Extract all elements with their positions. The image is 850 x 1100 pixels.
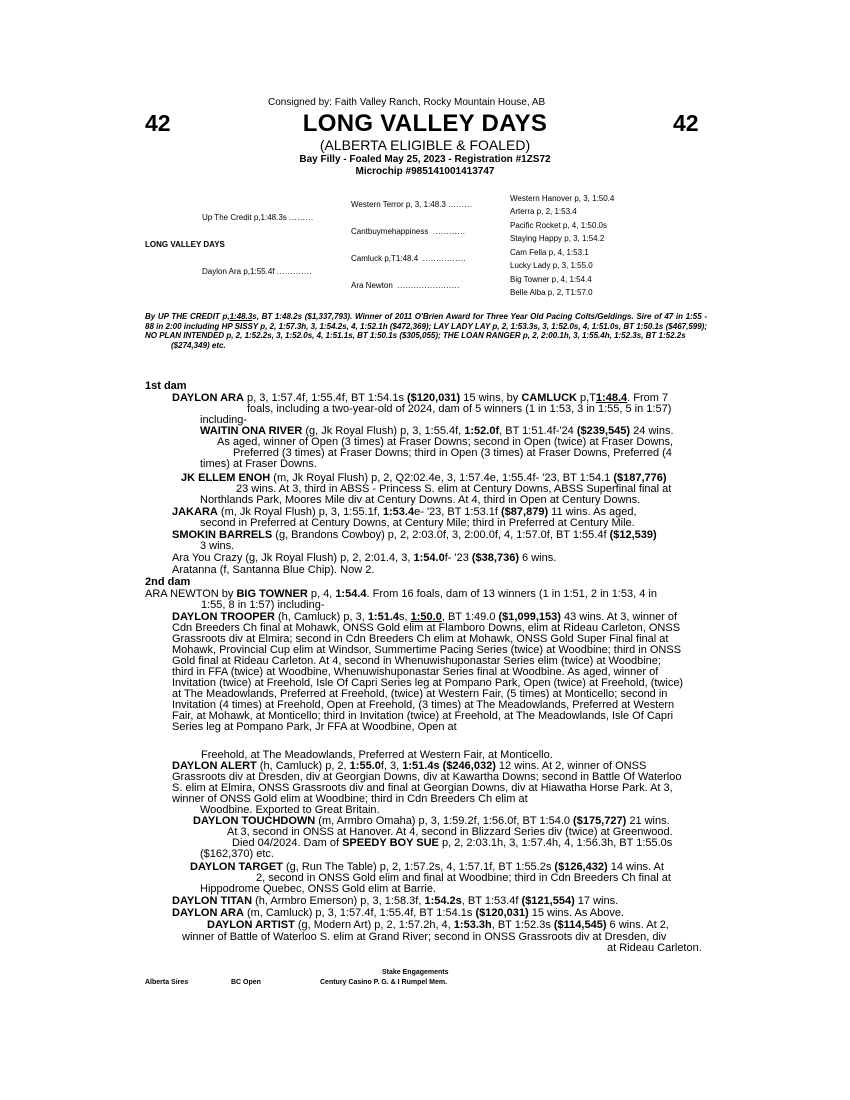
text-line: 3 wins. bbox=[200, 540, 235, 552]
consignor-line: Consigned by: Faith Valley Ranch, Rocky Mountain House, AB bbox=[268, 97, 546, 108]
text-line: Cdn Breeders Ch final at Mohawk, ONSS Gold elim at Flamboro Downs, elim at Rideau Carleton, ONSS bbox=[172, 622, 681, 634]
text-line: Invitation (4 times) at Freehold, Open at Freehold, (3 times) at The Meadowlands, Preferred at Western bbox=[172, 699, 675, 711]
pedigree-subject: LONG VALLEY DAYS bbox=[145, 240, 225, 249]
produce-line: Aratanna (f, Santanna Blue Chip). Now 2. bbox=[172, 564, 375, 576]
text-line: Invitation (twice) at Freehold, Isle Of Capri Series leg at Pompano Park, Open (twice) at Freehold, (twice) bbox=[172, 677, 684, 689]
second-dam-line: ARA NEWTON by BIG TOWNER p, 4, 1:54.4. From 16 foals, dam of 13 winners (1 in 1:51, 2 in 1:53, 4 in bbox=[145, 588, 657, 600]
hip-number-right: 42 bbox=[673, 110, 699, 136]
text-line: Northlands Park, Moores Mile div at Century Downs. At 4, third in Open at Century Downs. bbox=[200, 494, 641, 506]
text-line: 1:55, 8 in 1:57) including- bbox=[201, 599, 325, 611]
stake-item: BC Open bbox=[231, 979, 261, 986]
text-line: third in FFA (twice) at Woodbine, Whenuwishuponastar Series final at Woodbine. As aged, winner of bbox=[172, 666, 659, 678]
produce-line: DAYLON ARTIST (g, Modern Art) p, 2, 1:57.2h, 4, 1:53.3h, BT 1:52.3s ($114,545) 6 wins. At 2, bbox=[207, 919, 669, 931]
text-line: Hippodrome Quebec, ONSS Gold elim at Barrie. bbox=[200, 883, 436, 895]
stake-engagements-heading: Stake Engagements bbox=[382, 969, 449, 976]
text-line: As aged, winner of Open (3 times) at Fraser Downs; second in Open (twice) at Fraser Downs, bbox=[217, 436, 674, 448]
pedigree-g5: Cam Fella p, 4, 1:53.1 bbox=[510, 248, 589, 257]
pedigree-g1: Western Hanover p, 3, 1:50.4 bbox=[510, 194, 615, 203]
pedigree-dam-sire: Camluck p,T1:48.4 ................ bbox=[351, 254, 467, 263]
pedigree-g2: Arterra p, 2, 1:53.4 bbox=[510, 207, 577, 216]
first-dam-heading: 1st dam bbox=[145, 380, 187, 392]
text-line: Gold final at Rideau Carleton. At 4, second in Whenuwishuponastar Series elim (twice) at Woodbine; bbox=[172, 655, 661, 667]
produce-line: WAITIN ONA RIVER (g, Jk Royal Flush) p, 3, 1:55.4f, 1:52.0f, BT 1:51.4f-'24 ($239,545) 24 wins. bbox=[200, 425, 674, 437]
produce-line: DAYLON TARGET (g, Run The Table) p, 2, 1:57.2s, 4, 1:57.1f, BT 1:55.2s ($126,432) 14 wins. At bbox=[190, 861, 664, 873]
stake-item: Century Casino P. G. & I Rumpel Mem. bbox=[320, 979, 448, 986]
text-line: Grassroots div at Elmira; second in Cdn Breeders Ch elim at Mohawk, ONSS Gold Super Final final at bbox=[172, 633, 669, 645]
pedigree-dam: Daylon Ara p,1:55.4f ............. bbox=[202, 267, 313, 276]
pedigree-dam-dam: Ara Newton ....................... bbox=[351, 281, 460, 290]
text-line: Freehold, at The Meadowlands, Preferred at Western Fair, at Monticello. bbox=[201, 749, 553, 761]
produce-line: DAYLON TITAN (h, Armbro Emerson) p, 3, 1:58.3f, 1:54.2s, BT 1:53.4f ($121,554) 17 wins. bbox=[172, 895, 619, 907]
text-line: 2, second in ONSS Gold elim and final at Woodbine; third in Cdn Breeders Ch final at bbox=[256, 872, 671, 884]
text-line: at The Meadowlands, Preferred at Freehold, (twice) at Western Fair, (5 times) at Monticello; second in bbox=[172, 688, 668, 700]
text-line: Grassroots div at Dresden, div at Georgian Downs, div at Kawartha Downs; second in Battle Of Waterloo bbox=[172, 771, 682, 783]
pedigree-sire-sire: Western Terror p, 3, 1:48.3 ......... bbox=[351, 200, 473, 209]
second-dam-heading: 2nd dam bbox=[145, 576, 191, 588]
stake-item: Alberta Sires bbox=[145, 979, 189, 986]
text-line: S. elim at Elmira, ONSS Grassroots div and final at Georgian Downs, div at Hiawatha Horse Park. At 3, bbox=[172, 782, 673, 794]
produce-line: DAYLON TOUCHDOWN (m, Armbro Omaha) p, 3, 1:59.2f, 1:56.0f, BT 1:54.0 ($175,727) 21 wins. bbox=[193, 815, 670, 827]
text-line: Series leg at Pompano Park, Jr FFA at Woodbine, Open at bbox=[172, 721, 457, 733]
hip-number-left: 42 bbox=[145, 110, 171, 136]
text-line: Mohawk, Provincial Cup elim at Windsor, Summertime Pacing Series (twice) at Woodbine; third in ONSS bbox=[172, 644, 682, 656]
description-line: Bay Filly - Foaled May 25, 2023 - Registration #1ZS72 bbox=[299, 154, 551, 165]
text-line: foals, including a two-year-old of 2024, dam of 5 winners (1 in 1:53, 3 in 1:55, 5 in 1:57) bbox=[247, 403, 672, 415]
text-line: times) at Fraser Downs. bbox=[200, 458, 317, 470]
produce-line: Ara You Crazy (g, Jk Royal Flush) p, 2, 2:01.4, 3, 1:54.0f- '23 ($38,736) 6 wins. bbox=[172, 552, 557, 564]
text-line: winner of Battle of Waterloo S. elim at Grand River; second in ONSS Grassroots div at Dresden, div bbox=[182, 931, 667, 943]
text-line: at Rideau Carleton. bbox=[607, 942, 702, 954]
pedigree-g7: Big Towner p, 4, 1:54.4 bbox=[510, 275, 592, 284]
eligibility-line: (ALBERTA ELIGIBLE & FOALED) bbox=[319, 137, 531, 153]
microchip-line: Microchip #985141001413747 bbox=[355, 166, 495, 177]
produce-line: DAYLON ALERT (h, Camluck) p, 2, 1:55.0f, 3, 1:51.4s ($246,032) 12 wins. At 2, winner of ONSS bbox=[172, 760, 647, 772]
produce-line: DAYLON TROOPER (h, Camluck) p, 3, 1:51.4s, 1:50.0, BT 1:49.0 ($1,099,153) 43 wins. At 3, winner of bbox=[172, 611, 678, 623]
text-line: winner of ONSS Gold elim at Woodbine; third in Cdn Breeders Ch elim at bbox=[172, 793, 528, 805]
text-line: Died 04/2024. Dam of SPEEDY BOY SUE p, 2, 2:03.1h, 3, 1:57.4h, 4, 1:56.3h, BT 1:55.0s bbox=[232, 837, 673, 849]
dam-line: DAYLON ARA p, 3, 1:57.4f, 1:55.4f, BT 1:54.1s ($120,031) 15 wins, by CAMLUCK p,T1:48.4. From 7 bbox=[172, 392, 669, 404]
text-line: Woodbine. Exported to Great Britain. bbox=[200, 804, 380, 816]
text-line: 23 wins. At 3, third in ABSS - Princess S. elim at Century Downs, ABSS Superfinal final at bbox=[236, 483, 672, 495]
horse-name: LONG VALLEY DAYS bbox=[302, 110, 548, 137]
produce-line: JK ELLEM ENOH (m, Jk Royal Flush) p, 2, Q2:02.4e, 3, 1:57.4e, 1:55.4f- '23, BT 1:54.1 ($187,776) bbox=[181, 472, 667, 484]
pedigree-g3: Pacific Rocket p, 4, 1:50.0s bbox=[510, 221, 607, 230]
pedigree-g4: Staying Happy p, 3, 1:54.2 bbox=[510, 234, 605, 243]
produce-line: DAYLON ARA (m, Camluck) p, 3, 1:57.4f, 1:55.4f, BT 1:54.1s ($120,031) 15 wins. As Above. bbox=[172, 907, 625, 919]
text-line: second in Preferred at Century Downs, at Century Mile; third in Preferred at Century Mile. bbox=[200, 517, 635, 529]
text-line: including- bbox=[200, 414, 248, 426]
text-line: Preferred (3 times) at Fraser Downs; third in Open (3 times) at Fraser Downs, Preferred (4 bbox=[233, 447, 672, 459]
pedigree-sire-dam: Cantbuymehappiness ............ bbox=[351, 227, 466, 236]
produce-line: JAKARA (m, Jk Royal Flush) p, 3, 1:55.1f, 1:53.4e- '23, BT 1:53.1f ($87,879) 11 wins. As aged, bbox=[172, 506, 637, 518]
text-line: At 3, second in ONSS at Hanover. At 4, second in Blizzard Series div (twice) at Greenwood. bbox=[227, 826, 673, 838]
produce-line: SMOKIN BARRELS (g, Brandons Cowboy) p, 2, 2:03.0f, 3, 2:00.0f, 4, 1:57.0f, BT 1:55.4f ($12,539) bbox=[172, 529, 657, 541]
sire-paragraph: By UP THE CREDIT p,1:48.3s, BT 1:48.2s ($1,337,793). Winner of 2011 O'Brien Award for Three Year Old Pacing Colts/Geldings. Sire of 47 in 1:55 - 88 in 2:00 including HP SISSY p, 2, 1:57.3h, 3, 1:54.2s, 4, 1:52.1h ($472,369); LAY LADY LAY p, 2, 1:53.3s, 3, 1:52.0s, 4, 1:51.0s, BT 1:50.1s ($467,599); NO PLAN INTENDED p, 2, 1:52.2s, 3, 1:52.0s, 4, 1:51.1s, BT 1:50.1s ($305,055); THE LOAN RANGER p, 2, 2:00.1h, 3, 1:55.4h, 1:52.3s, BT 1:52.2s ($274,349) etc. bbox=[145, 312, 707, 350]
pedigree-g6: Lucky Lady p, 3, 1:55.0 bbox=[510, 261, 593, 270]
pedigree-sire: Up The Credit p,1:48.3s ......... bbox=[202, 213, 314, 222]
text-line: Fair, at Mohawk, at Monticello; third in Invitation (twice) at Freehold, at The Meadowlands, Isle Of Capri bbox=[172, 710, 674, 722]
pedigree-g8: Belle Alba p, 2, T1:57.0 bbox=[510, 288, 593, 297]
text-line: ($162,370) etc. bbox=[200, 848, 274, 860]
